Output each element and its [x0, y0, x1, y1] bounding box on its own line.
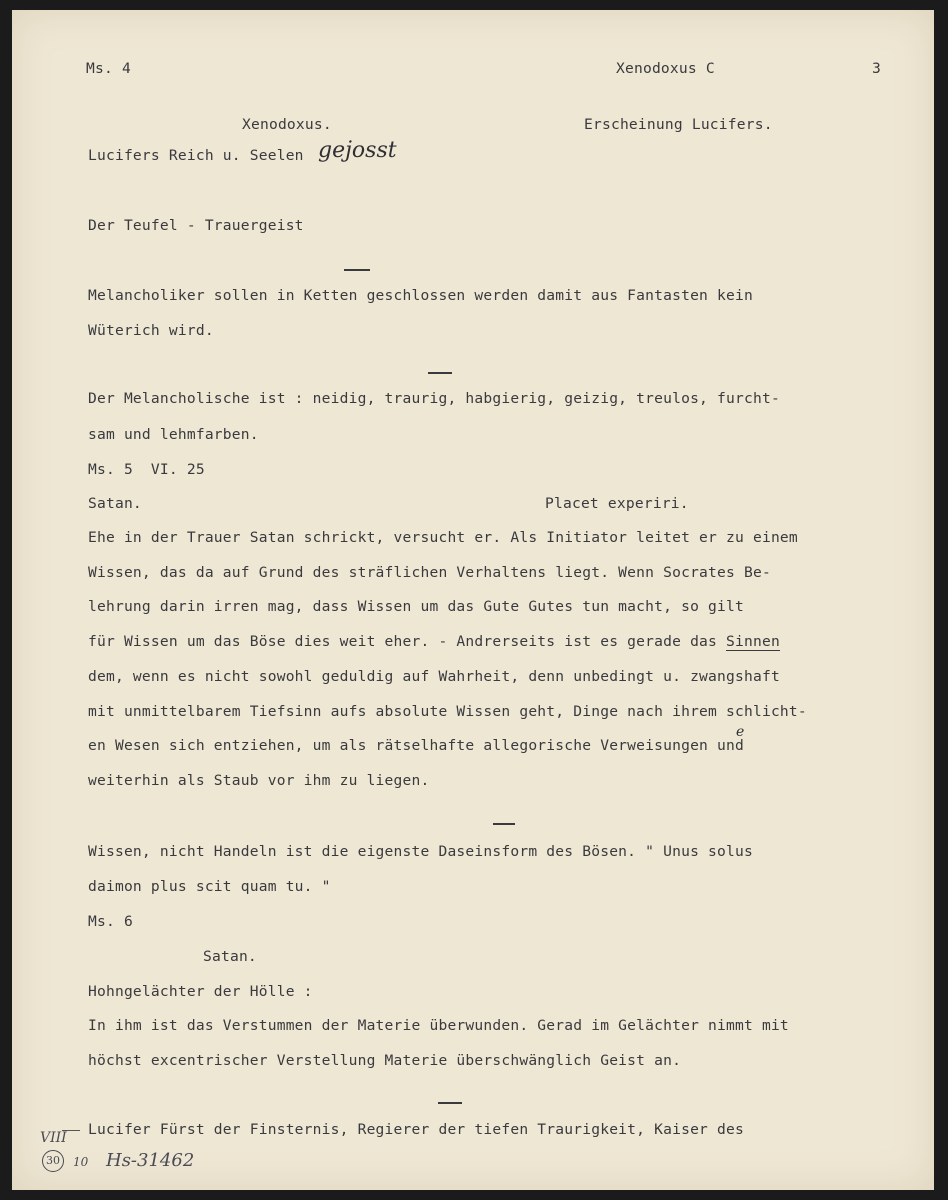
text-line: Ms. 5 VI. 25 — [88, 461, 205, 478]
text-line: dem, wenn es nicht sowohl geduldig auf Wahrheit, denn unbedingt u. zwangshaft — [88, 668, 780, 685]
text-line: sam und lehmfarben. — [88, 426, 259, 443]
text-line: In ihm ist das Verstummen der Materie überwunden. Gerad im Gelächter nimmt mit — [88, 1017, 789, 1034]
text-span: für Wissen um das Böse dies weit eher. - Andrerseits ist es gerade das — [88, 633, 718, 650]
text-line: Melancholiker sollen in Ketten geschlossen werden damit aus Fantasten kein — [88, 287, 753, 304]
archive-circled-number: 30 — [42, 1150, 64, 1172]
text-line: Lucifer Fürst der Finsternis, Regierer der tiefen Traurigkeit, Kaiser des — [88, 1121, 744, 1138]
section-divider — [438, 1102, 462, 1104]
section-divider — [428, 372, 452, 374]
text-line: Ehe in der Trauer Satan schrickt, versucht er. Als Initiator leitet er zu einem — [88, 529, 798, 546]
text-line: en Wesen sich entziehen, um als rätselhafte allegorische Verweisungen und — [88, 737, 744, 754]
text-line: Satan. — [88, 495, 142, 512]
text-line: Hohngelächter der Hölle : — [88, 983, 313, 1000]
handwritten-correction: e — [736, 724, 745, 740]
text-line: Lucifers Reich u. Seelen — [88, 147, 304, 164]
archive-roman-mark: VIII — [40, 1130, 67, 1146]
text-line — [88, 635, 780, 650]
section-divider — [493, 823, 515, 825]
text-line: Satan. — [203, 948, 257, 965]
text-line: Wüterich wird. — [88, 322, 214, 339]
archive-signature: Hs-31462 — [106, 1150, 195, 1171]
archive-folio: 10 — [73, 1155, 89, 1169]
underlined-word: Sinnen — [726, 633, 780, 650]
page-number: 3 — [872, 60, 881, 77]
document-title: Xenodoxus C — [616, 60, 715, 77]
text-line: Der Melancholische ist : neidig, traurig, habgierig, geizig, treulos, furcht- — [88, 390, 780, 407]
text-line: mit unmittelbarem Tiefsinn aufs absolute Wissen geht, Dinge nach ihrem schlicht- — [88, 703, 807, 720]
text-line: daimon plus scit quam tu. " — [88, 878, 331, 895]
manuscript-number: Ms. 4 — [86, 60, 131, 77]
text-line: weiterhin als Staub vor ihm zu liegen. — [88, 772, 430, 789]
text-line: Ms. 6 — [88, 913, 133, 930]
section-divider — [344, 269, 370, 271]
text-line: Xenodoxus. — [242, 116, 332, 133]
text-line: Placet experiri. — [545, 495, 689, 512]
text-line: höchst excentrischer Verstellung Materie überschwänglich Geist an. — [88, 1052, 682, 1069]
text-line: lehrung darin irren mag, dass Wissen um das Gute Gutes tun macht, so gilt — [88, 598, 744, 615]
text-line: Wissen, das da auf Grund des sträflichen Verhaltens liegt. Wenn Socrates Be- — [88, 564, 771, 581]
text-line: Erscheinung Lucifers. — [584, 116, 773, 133]
text-line: Wissen, nicht Handeln ist die eigenste Daseinsform des Bösen. " Unus solus — [88, 843, 753, 860]
handwritten-annotation: gejosst — [318, 138, 397, 163]
text-line: Der Teufel - Trauergeist — [88, 217, 304, 234]
